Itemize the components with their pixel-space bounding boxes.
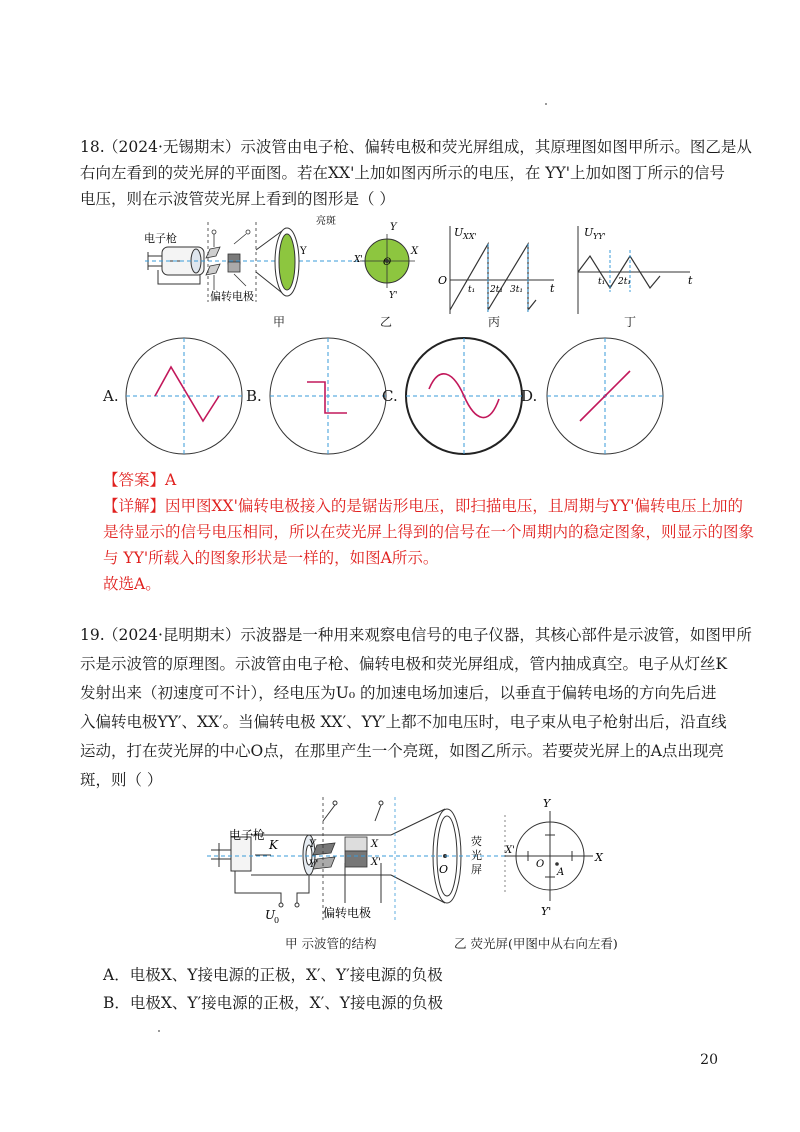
bing-t: t [550,282,555,295]
fig-jia: 甲 [273,315,286,329]
q19-y-b: Y [543,797,551,810]
deflect-label: 偏转电极 [210,290,254,303]
option-d-circle [544,335,666,457]
fig-yi: 乙 [380,315,393,329]
q19-o-a: O [439,863,449,876]
q19-option-b: B．电极X、Y′接电源的正极，X′、Y接电源的负极 [103,994,443,1012]
y-label-b: Y [390,222,397,233]
q19-line-5: 运动，打在荧光屏的中心O点，在那里产生一个亮斑，如图乙所示。若要荧光屏上的A点出现亮 [80,742,724,760]
o-label-b: O [383,257,392,268]
q18-line-1: （2024·无锡期末）示波管由电子枪、偏转电极和荧光屏组成，其原理图如图甲所示。图乙是从 [103,138,752,156]
spot-label: 亮斑 [316,216,336,227]
ding-u-sub: YY' [593,232,606,241]
q19-screen-char-1: 荧 [471,835,482,848]
q19-o-b: O [536,859,545,870]
ding-u: U [584,226,594,239]
q19-line-4: 入偏转电极YY′、XX′。当偏转电极 XX′、YY′上都不加电压时，电子束从电子枪射出后，沿直线 [80,713,727,731]
q19-x-a: X [371,839,379,850]
q18-line-2: 右向左看到的荧光屏的平面图。若在XX'上加如图丙所示的电压，在 YY'上加如图丁所示的信号 [80,164,725,182]
ding-t1: t₁ [598,277,606,287]
q18-line-3: 电压，则在示波管荧光屏上看到的图形是（ ） [80,190,395,208]
q19-number: 19. [80,626,105,644]
q18-figure-ding [568,222,698,318]
q19-option-a: A．电极X、Y接电源的正极，X′、Y′接电源的负极 [103,966,443,984]
bing-o: O [438,274,448,287]
x-label-b: X [411,246,419,257]
bing-t3: 3t₁ [510,285,523,295]
option-c-label: C. [382,387,398,405]
q19-yp-b: Y' [541,905,552,918]
q19-xp-a: X' [371,857,381,868]
q18-detail-4: 故选A。 [103,575,161,593]
option-b-circle [267,335,389,457]
ding-t: t [688,274,693,287]
bing-t1: t₁ [468,285,476,295]
q19-screen-char-2: 光 [471,849,482,862]
q19-line-1: （2024·昆明期末）示波器是一种用来观察电信号的电子仪器，其核心部件是示波管，如图甲所 [103,626,752,644]
y-label-a: Y [300,246,307,257]
gun-label: 电子枪 [144,232,177,245]
option-c-circle [403,335,525,457]
bing-u-sub: XX' [463,232,477,241]
option-b-label: B. [246,387,262,405]
q19-caption-jia: 甲 示波管的结构 [285,936,377,951]
q19-u0-sub: 0 [274,916,280,925]
option-d-label: D. [521,387,538,405]
q18-detail-3: 与 YY'所载入的图象形状是一样的，如图A所示。 [103,549,439,567]
ding-t2: 2t₁ [618,277,631,287]
q18-detail-1: 【详解】因甲图XX'偏转电极接入的是锯齿形电压，即扫描电压，且周期与YY'偏转电压上加的 [103,497,744,515]
q19-x-b: X [595,851,603,864]
scan-dot [158,1030,160,1032]
q19-xp-b: X' [505,845,515,856]
q19-caption-yi: 乙 荧光屏(甲图中从右向左看) [454,936,618,951]
q19-k: K [269,838,278,852]
q19-screen-char-3: 屏 [471,863,482,876]
q19-line-3: 发射出来（初速度可不计），经电压为U₀ 的加速电场加速后，以垂直于偏转电场的方向先后进 [80,684,717,702]
bing-u: U [454,226,464,239]
bing-t2: 2t₁ [490,285,503,295]
q19-gun-label: 电子枪 [229,828,266,842]
yp-label-b: Y' [389,291,398,301]
fig-bing: 丙 [488,315,501,329]
option-a-circle [123,335,245,457]
page-number: 20 [700,1052,718,1068]
q19-line-2: 示是示波管的原理图。示波管由电子枪、偏转电极和荧光屏组成，管内抽成真空。电子从灯丝K [80,655,728,673]
q18-detail-2: 是待显示的信号电压相同，所以在荧光屏上得到的信号在一个周期内的稳定图象，则显示的图象 [103,523,755,541]
q19-u0: U [265,908,276,922]
fig-ding: 丁 [624,315,637,329]
q18-figure-bing [436,222,558,318]
q18-number: 18. [80,138,105,156]
q19-line-6: 斑，则（ ） [80,771,163,789]
q18-answer: 【答案】A [103,471,177,489]
q19-figure [205,795,625,925]
option-a-label: A. [103,387,119,405]
q19-a-b: A [557,867,565,878]
q19-y-a: Y [309,839,316,850]
q18-figure-jia-yi [140,214,430,324]
xp-label-b: X' [354,255,363,265]
q19-yp-a: Y' [309,859,319,870]
q19-deflect-label: 偏转电极 [323,906,372,920]
scan-dot [545,103,547,105]
